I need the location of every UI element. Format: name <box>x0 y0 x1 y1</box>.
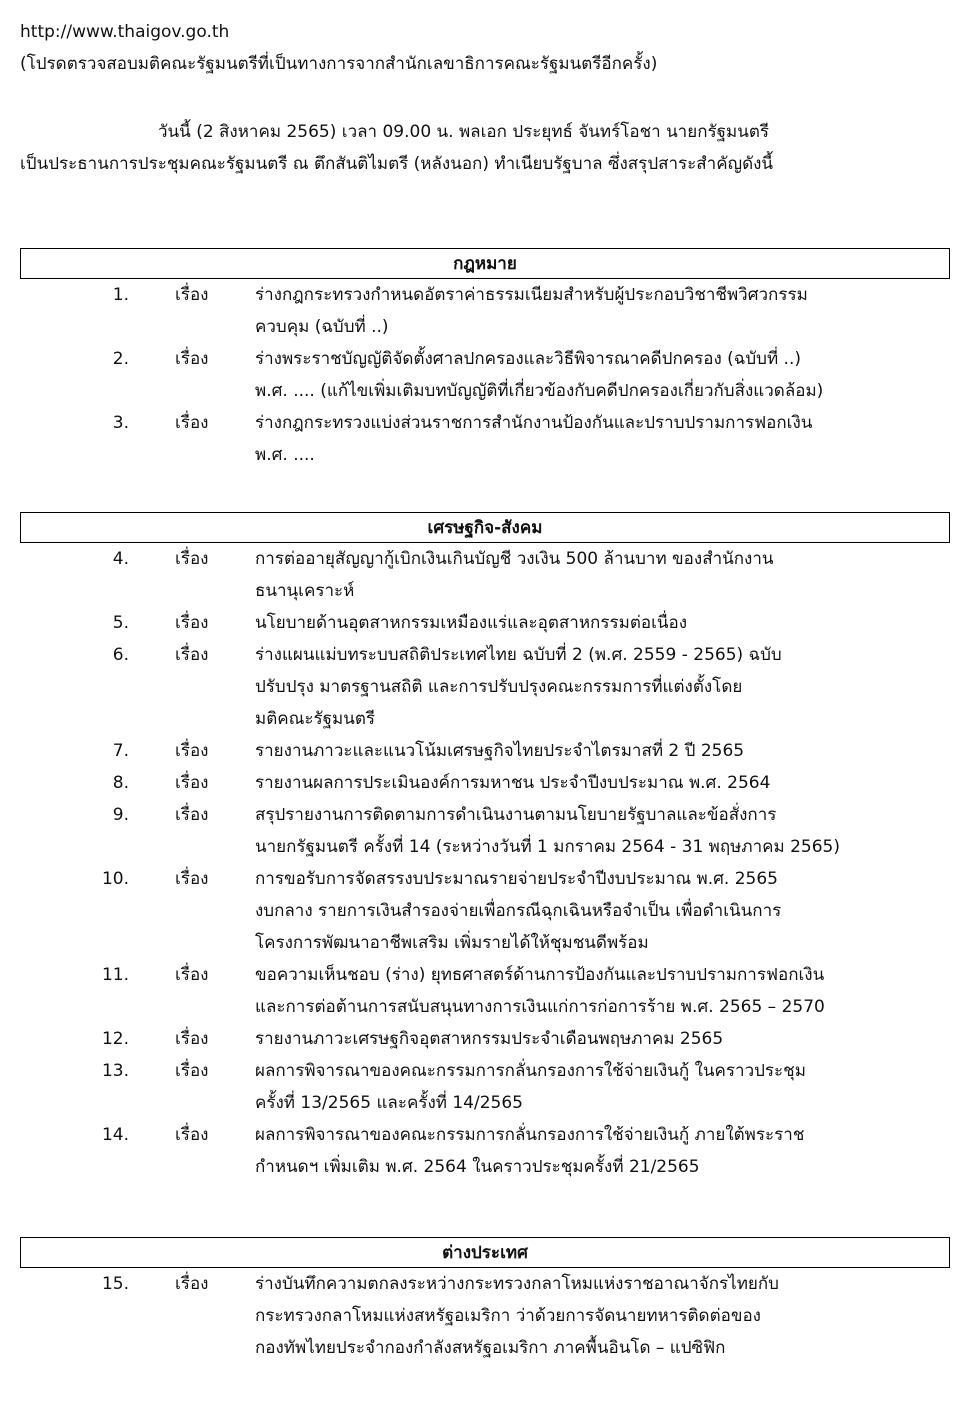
agenda-item <box>20 279 950 343</box>
item-number: 2. <box>112 349 129 369</box>
item-title <box>255 1268 950 1364</box>
item-title-line: กระทรวงกลาโหมแห่งสหรัฐอเมริกา ว่าด้วยการจัดนายทหารติดต่อของ <box>255 1306 761 1326</box>
item-title-line: รายงานผลการประเมินองค์การมหาชน ประจำปีงบประมาณ พ.ศ. 2564 <box>255 773 771 793</box>
item-title-line: กำหนดฯ เพิ่มเติม พ.ศ. 2564 ในคราวประชุมครั้งที่ 21/2565 <box>255 1157 700 1177</box>
agenda-item <box>20 1268 950 1364</box>
item-number: 11. <box>101 965 129 985</box>
item-title-line: ธนานุเคราะห์ <box>255 581 355 601</box>
item-title <box>255 735 950 767</box>
item-keyword: เรื่อง <box>175 349 209 369</box>
agenda-item <box>20 735 950 767</box>
item-keyword: เรื่อง <box>175 1274 209 1294</box>
item-title <box>255 343 950 407</box>
item-keyword: เรื่อง <box>175 773 209 793</box>
item-keyword: เรื่อง <box>175 869 209 889</box>
intro-paragraph <box>20 116 773 180</box>
item-title <box>255 543 950 607</box>
agenda-item <box>20 1119 950 1183</box>
item-title-line: กองทัพไทยประจำกองกำลังสหรัฐอเมริกา ภาคพื้นอินโด – แปซิฟิก <box>255 1338 726 1358</box>
item-list <box>20 543 950 1183</box>
item-keyword: เรื่อง <box>175 645 209 665</box>
item-title-line: นโยบายด้านอุตสาหกรรมเหมืองแร่และอุตสาหกรรมต่อเนื่อง <box>255 613 688 633</box>
item-number: 9. <box>112 805 129 825</box>
item-title <box>255 1119 950 1183</box>
item-title-line: ร่างพระราชบัญญัติจัดตั้งศาลปกครองและวิธีพิจารณาคดีปกครอง (ฉบับที่ ..) <box>255 349 802 369</box>
item-title-line: ร่างแผนแม่บทระบบสถิติประเทศไทย ฉบับที่ 2 (พ.ศ. 2559 - 2565) ฉบับ <box>255 645 782 665</box>
item-number: 4. <box>112 549 129 569</box>
item-title-line: การขอรับการจัดสรรงบประมาณรายจ่ายประจำปีงบประมาณ พ.ศ. 2565 <box>255 869 778 889</box>
item-title <box>255 767 950 799</box>
item-keyword: เรื่อง <box>175 613 209 633</box>
item-number: 10. <box>101 869 129 889</box>
item-title <box>255 279 950 343</box>
item-keyword: เรื่อง <box>175 549 209 569</box>
item-title-line: นายกรัฐมนตรี ครั้งที่ 14 (ระหว่างวันที่ 1 มกราคม 2564 - 31 พฤษภาคม 2565) <box>255 837 841 857</box>
document-header <box>20 16 657 80</box>
item-number: 15. <box>101 1274 129 1294</box>
section-title: ต่างประเทศ <box>20 1237 950 1268</box>
item-number: 13. <box>101 1061 129 1081</box>
item-title-line: งบกลาง รายการเงินสำรองจ่ายเพื่อกรณีฉุกเฉินหรือจำเป็น เพื่อดำเนินการ <box>255 901 782 921</box>
agenda-item <box>20 1055 950 1119</box>
item-title-line: ควบคุม (ฉบับที่ ..) <box>255 317 389 337</box>
item-title <box>255 959 950 1023</box>
item-number: 8. <box>112 773 129 793</box>
agenda-item <box>20 407 950 471</box>
intro-line-2: เป็นประธานการประชุมคณะรัฐมนตรี ณ ตึกสันติไมตรี (หลังนอก) ทำเนียบรัฐบาล ซึ่งสรุปสาระสำคัญดังนี้ <box>20 154 774 174</box>
item-title <box>255 1055 950 1119</box>
verification-note: (โปรดตรวจสอบมติคณะรัฐมนตรีที่เป็นทางการจากสำนักเลขาธิการคณะรัฐมนตรีอีกครั้ง) <box>20 54 658 74</box>
item-title-line: ร่างบันทึกความตกลงระหว่างกระทรวงกลาโหมแห่งราชอาณาจักรไทยกับ <box>255 1274 779 1294</box>
agenda-item <box>20 639 950 735</box>
item-keyword: เรื่อง <box>175 741 209 761</box>
item-keyword: เรื่อง <box>175 1029 209 1049</box>
item-number: 12. <box>101 1029 129 1049</box>
section-foreign-affairs <box>20 1237 950 1364</box>
item-title-line: มติคณะรัฐมนตรี <box>255 709 376 729</box>
agenda-item <box>20 959 950 1023</box>
item-title-line: โครงการพัฒนาอาชีพเสริม เพิ่มรายได้ให้ชุมชนดีพร้อม <box>255 933 649 953</box>
item-number: 14. <box>101 1125 129 1145</box>
item-number: 6. <box>112 645 129 665</box>
item-title-line: รายงานภาวะเศรษฐกิจอุตสาหกรรมประจำเดือนพฤษภาคม 2565 <box>255 1029 724 1049</box>
section-economy-society <box>20 512 950 1183</box>
item-title-line: ครั้งที่ 13/2565 และครั้งที่ 14/2565 <box>255 1093 523 1113</box>
item-keyword: เรื่อง <box>175 413 209 433</box>
item-keyword: เรื่อง <box>175 1125 209 1145</box>
item-number: 1. <box>112 285 129 305</box>
item-list <box>20 1268 950 1364</box>
section-law <box>20 248 950 471</box>
item-title-line: การต่ออายุสัญญากู้เบิกเงินเกินบัญชี วงเงิน 500 ล้านบาท ของสำนักงาน <box>255 549 774 569</box>
item-keyword: เรื่อง <box>175 965 209 985</box>
item-title-line: ผลการพิจารณาของคณะกรรมการกลั่นกรองการใช้จ่ายเงินกู้ ภายใต้พระราช <box>255 1125 805 1145</box>
item-title-line: และการต่อต้านการสนับสนุนทางการเงินแก่การก่อการร้าย พ.ศ. 2565 – 2570 <box>255 997 825 1017</box>
item-title-line: ปรับปรุง มาตรฐานสถิติ และการปรับปรุงคณะกรรมการที่แต่งตั้งโดย <box>255 677 743 697</box>
source-url: http://www.thaigov.go.th <box>20 22 230 42</box>
item-number: 5. <box>112 613 129 633</box>
item-title <box>255 1023 950 1055</box>
item-keyword: เรื่อง <box>175 805 209 825</box>
item-number: 7. <box>112 741 129 761</box>
item-title-line: รายงานภาวะและแนวโน้มเศรษฐกิจไทยประจำไตรมาสที่ 2 ปี 2565 <box>255 741 745 761</box>
item-title-line: ร่างกฎกระทรวงแบ่งส่วนราชการสำนักงานป้องกันและปราบปรามการฟอกเงิน <box>255 413 813 433</box>
item-title <box>255 799 950 863</box>
agenda-item <box>20 799 950 863</box>
item-list <box>20 279 950 471</box>
item-title-line: ขอความเห็นชอบ (ร่าง) ยุทธศาสตร์ด้านการป้องกันและปราบปรามการฟอกเงิน <box>255 965 825 985</box>
item-keyword: เรื่อง <box>175 285 209 305</box>
item-title <box>255 639 950 735</box>
item-title-line: พ.ศ. .... <box>255 445 315 465</box>
agenda-item <box>20 607 950 639</box>
section-title: เศรษฐกิจ-สังคม <box>20 512 950 543</box>
agenda-item <box>20 343 950 407</box>
intro-line-1: วันนี้ (2 สิงหาคม 2565) เวลา 09.00 น. พลเอก ประยุทธ์ จันทร์โอชา นายกรัฐมนตรี <box>158 122 769 142</box>
item-title-line: ผลการพิจารณาของคณะกรรมการกลั่นกรองการใช้จ่ายเงินกู้ ในคราวประชุม <box>255 1061 806 1081</box>
section-title: กฎหมาย <box>20 248 950 279</box>
item-title <box>255 407 950 471</box>
item-number: 3. <box>112 413 129 433</box>
agenda-item <box>20 1023 950 1055</box>
item-keyword: เรื่อง <box>175 1061 209 1081</box>
agenda-item <box>20 863 950 959</box>
item-title-line: พ.ศ. .... (แก้ไขเพิ่มเติมบทบัญญัติที่เกี่ยวข้องกับคดีปกครองเกี่ยวกับสิ่งแวดล้อม) <box>255 381 824 401</box>
agenda-item <box>20 767 950 799</box>
item-title <box>255 863 950 959</box>
item-title-line: ร่างกฎกระทรวงกำหนดอัตราค่าธรรมเนียมสำหรับผู้ประกอบวิชาชีพวิศวกรรม <box>255 285 808 305</box>
item-title <box>255 607 950 639</box>
item-title-line: สรุปรายงานการติดตามการดำเนินงานตามนโยบายรัฐบาลและข้อสั่งการ <box>255 805 777 825</box>
agenda-item <box>20 543 950 607</box>
